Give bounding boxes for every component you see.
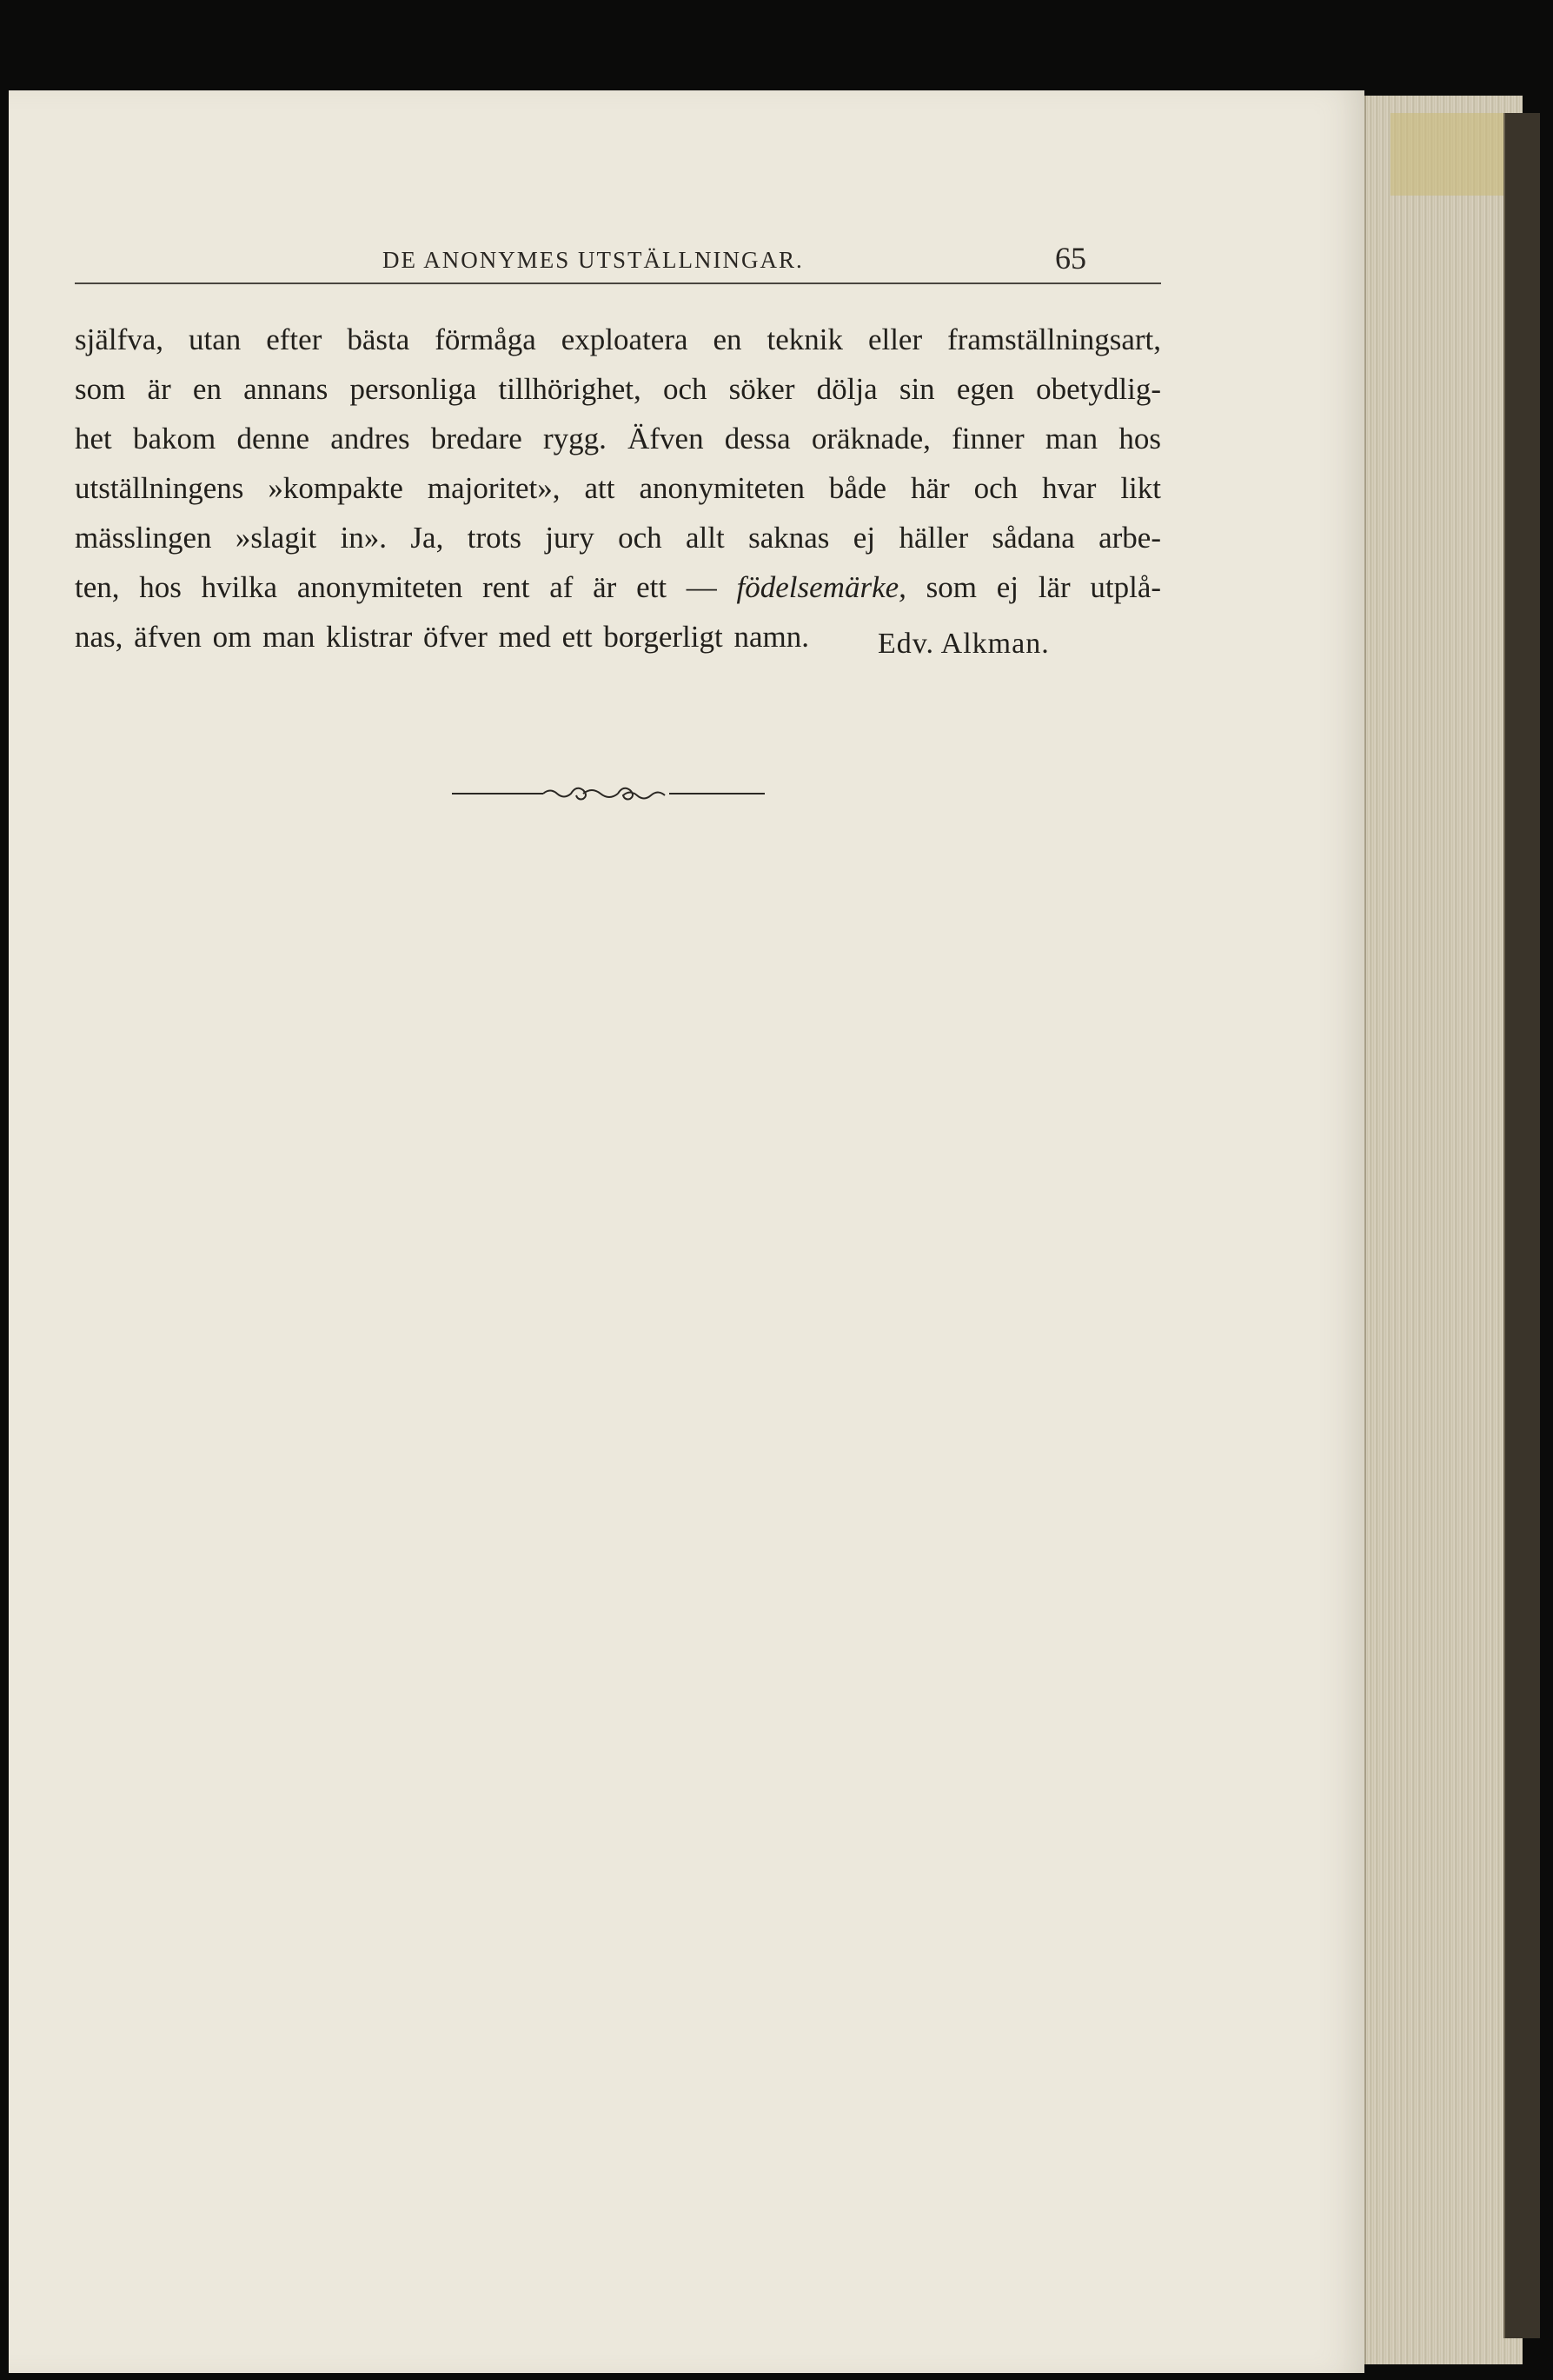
running-head: DE ANONYMES UTSTÄLLNINGAR. [382,247,804,273]
author-signature: Edv. Alkman. [878,628,1050,660]
text-segment: som ej lär utplå- [906,570,1162,604]
text-line: mässlingen »slagit in». Ja, trots jury och allt saknas ej häller sådana arbe- [75,521,1161,555]
body-text [75,315,1161,661]
page-number: 65 [1055,241,1086,276]
book-cover-edge [1503,113,1540,2338]
page-edge-tint [1390,113,1512,196]
header-rule [75,283,1161,284]
text-line: het bakom denne andres bredare rygg. Äfven dessa oräknade, finner man hos [75,422,1161,455]
text-line: nas, äfven om man klistrar öfver med ett borgerligt namn. [75,620,809,654]
text-line: som är en annans personliga tillhörighet, och söker dölja sin egen obetydlig- [75,372,1161,406]
italic-word: födelsemärke, [736,570,906,604]
text-line: själfva, utan efter bästa förmåga exploatera en teknik eller framställningsart, [75,322,1161,356]
text-segment: ten, hos hvilka anonymiteten rent af är ett — [75,570,737,604]
text-line: utställningens »kompakte majoritet», att anonymiteten både här och hvar likt [75,471,1161,505]
ornament-divider-icon [452,776,765,811]
page-edges [1364,96,1523,2364]
text-line [75,562,1161,612]
